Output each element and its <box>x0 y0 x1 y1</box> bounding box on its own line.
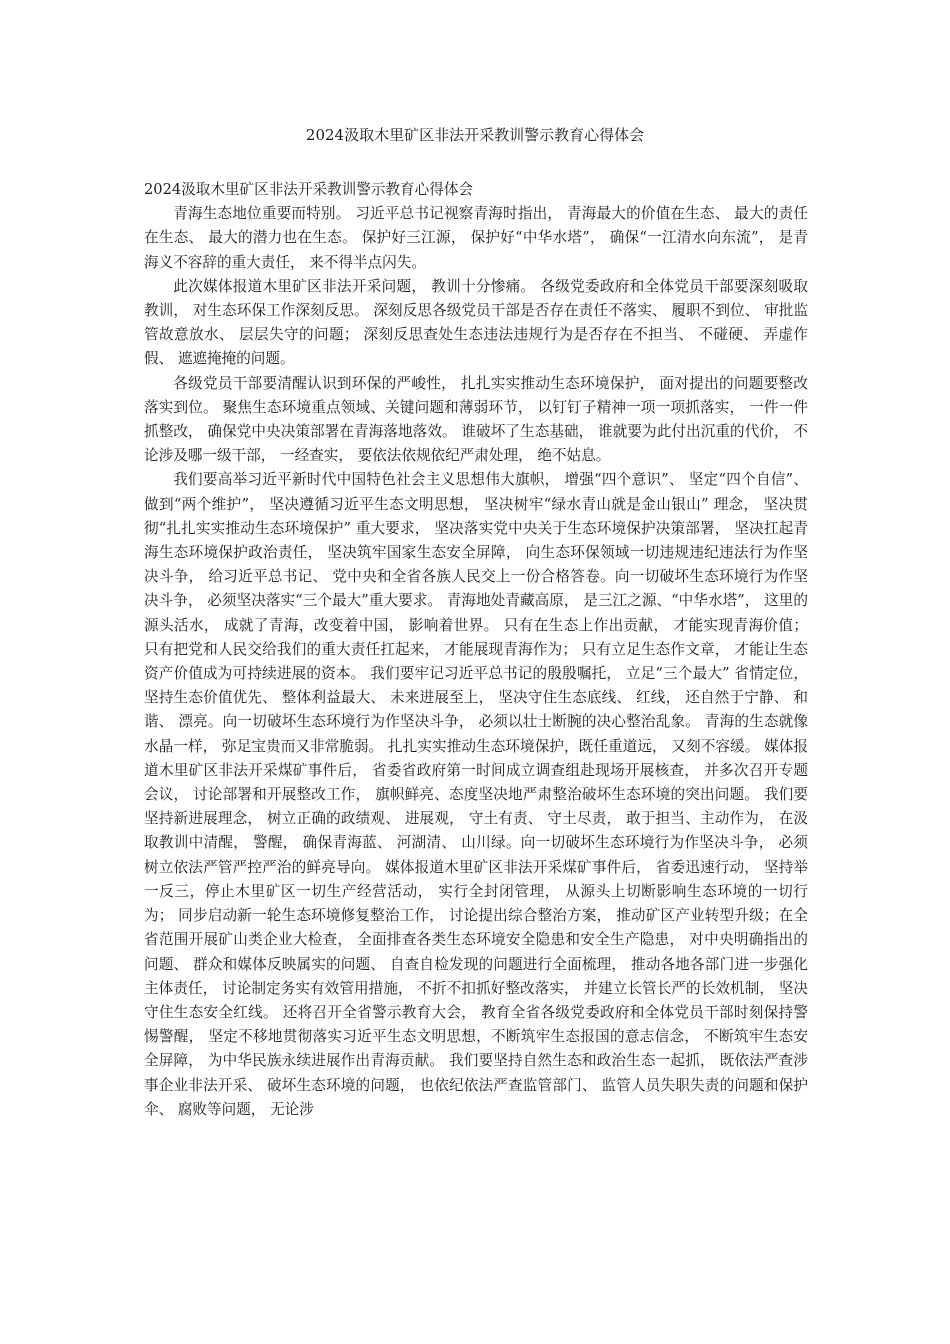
document-title: 2024汲取木里矿区非法开采教训警示教育心得体会 <box>305 126 645 144</box>
paragraph: 各级党员干部要清醒认识到环保的严峻性， 扎扎实实推动生态环境保护， 面对提出的问题要整改落实到位。 聚焦生态环境重点领域、关键问题和薄弱环节， 以钉钉子精神一项一项抓落实， 一件一件抓整改， 确保党中央决策部署在青海落地落效。 谁破坏了生态基础， 谁就要为此付出沉重的代价， 不论涉及哪一级干部， 一经查实， 要依法依规依纪严肃处理， 绝不姑息。 <box>144 374 808 465</box>
paragraph: 此次媒体报道木里矿区非法开采问题， 教训十分惨痛。 各级党委政府和全体党员干部要深刻吸取教训， 对生态环保工作深刻反思。 深刻反思各级党员干部是否存在责任不落实、 履职不到位、 审批监管故意放水、 层层失守的问题； 深刻反思查处生态违法违规行为是否存在不担当、 不碰硬、 弄虚作假、 遮遮掩掩的问题。 <box>144 277 808 368</box>
document-subtitle: 2024汲取木里矿区非法开采教训警示教育心得体会 <box>144 181 474 198</box>
paragraph: 青海生态地位重要而特别。 习近平总书记视察青海时指出， 青海最大的价值在生态、 最大的责任在生态、 最大的潜力也在生态。 保护好三江源， 保护好“中华水塔”， 确保“一江清水向东流”， 是青海义不容辞的重大责任， 来不得半点闪失。 <box>144 205 808 271</box>
document-body <box>144 178 808 1122</box>
paragraph: 我们要高举习近平新时代中国特色社会主义思想伟大旗帜， 增强“四个意识”、 坚定“四个自信”、 做到“两个维护”， 坚决遵循习近平生态文明思想， 坚决树牢“绿水青山就是金山银山” 理念， 坚决贯彻“扎扎实实推动生态环境保护” 重大要求， 坚决落实党中央关于生态环境保护决策部署， 坚决扛起青海生态环境保护政治责任， 坚决筑牢国家生态安全屏障， 向生态环保领域一切违规违纪违法行为作坚决斗争， 给习近平总书记、 党中央和全省各族人民交上一份合格答卷。向一切破坏生态环境行为作坚决斗争， 必须坚决落实“三个最大”重大要求。 青海地处青藏高原， 是三江之源、“中华水塔”， 这里的源头活水， 成就了青海，改变着中国， 影响着世界。 只有在生态上作出贡献， 才能实现青海价值； 只有把党和人民交给我们的重大责任扛起来， 才能展现青海作为； 只有立足生态作文章， 才能让生态资产价值成为可持续进展的资本。 我们要牢记习近平总书记的殷殷嘱托， 立足“三个最大” 省情定位， 坚持生态价值优先、 整体利益最大、 未来进展至上， 坚决守住生态底线、 红线， 还自然于宁静、 和谐、 漂亮。向一切破坏生态环境行为作坚决斗争， 必须以壮士断腕的决心整治乱象。 青海的生态就像水晶一样， 弥足宝贵而又非常脆弱。 扎扎实实推动生态环境保护，既任重道远， 又刻不容缓。 媒体报道木里矿区非法开采煤矿事件后， 省委省政府第一时间成立调查组赴现场开展核查， 并多次召开专题会议， 讨论部署和开展整改工作， 旗帜鲜亮、态度坚决地严肃整治破坏生态环境的突出问题。 我们要坚持新进展理念， 树立正确的政绩观、 进展观， 守土有责、 守土尽责， 敢于担当、主动作为， 在汲取教训中清醒， 警醒， 确保青海蓝、 河湖清、 山川绿。向一切破坏生态环境行为作坚决斗争， 必须树立依法严管严控严治的鲜亮导向。 媒体报道木里矿区非法开采煤矿事件后， 省委迅速行动， 坚持举一反三，停止木里矿区一切生产经营活动， 实行全封闭管理， 从源头上切断影响生态环境的一切行为； 同步启动新一轮生态环境修复整治工作， 讨论提出综合整治方案， 推动矿区产业转型升级；在全省范围开展矿山类企业大检查， 全面排查各类生态环境安全隐患和安全生产隐患， 对中央明确指出的问题、 群众和媒体反映属实的问题、 自查自检发现的问题进行全面梳理， 推动各地各部门进一步强化主体责任， 讨论制定务实有效管用措施， 不折不扣抓好整改落实， 并建立长管长严的长效机制， 坚决守住生态安全红线。 还将召开全省警示教育大会， 教育全省各级党委政府和全体党员干部时刻保持警惕警醒， 坚定不移地贯彻落实习近平生态文明思想，不断筑牢生态报国的意志信念， 不断筑牢生态安全屏障， 为中华民族永续进展作出青海贡献。 我们要坚持自然生态和政治生态一起抓， 既依法严查涉事企业非法开采、 破坏生态环境的问题， 也依纪依法严查监管部门、 监管人员失职失责的问题和保护伞、 腐败等问题， 无论涉 <box>144 471 808 1118</box>
